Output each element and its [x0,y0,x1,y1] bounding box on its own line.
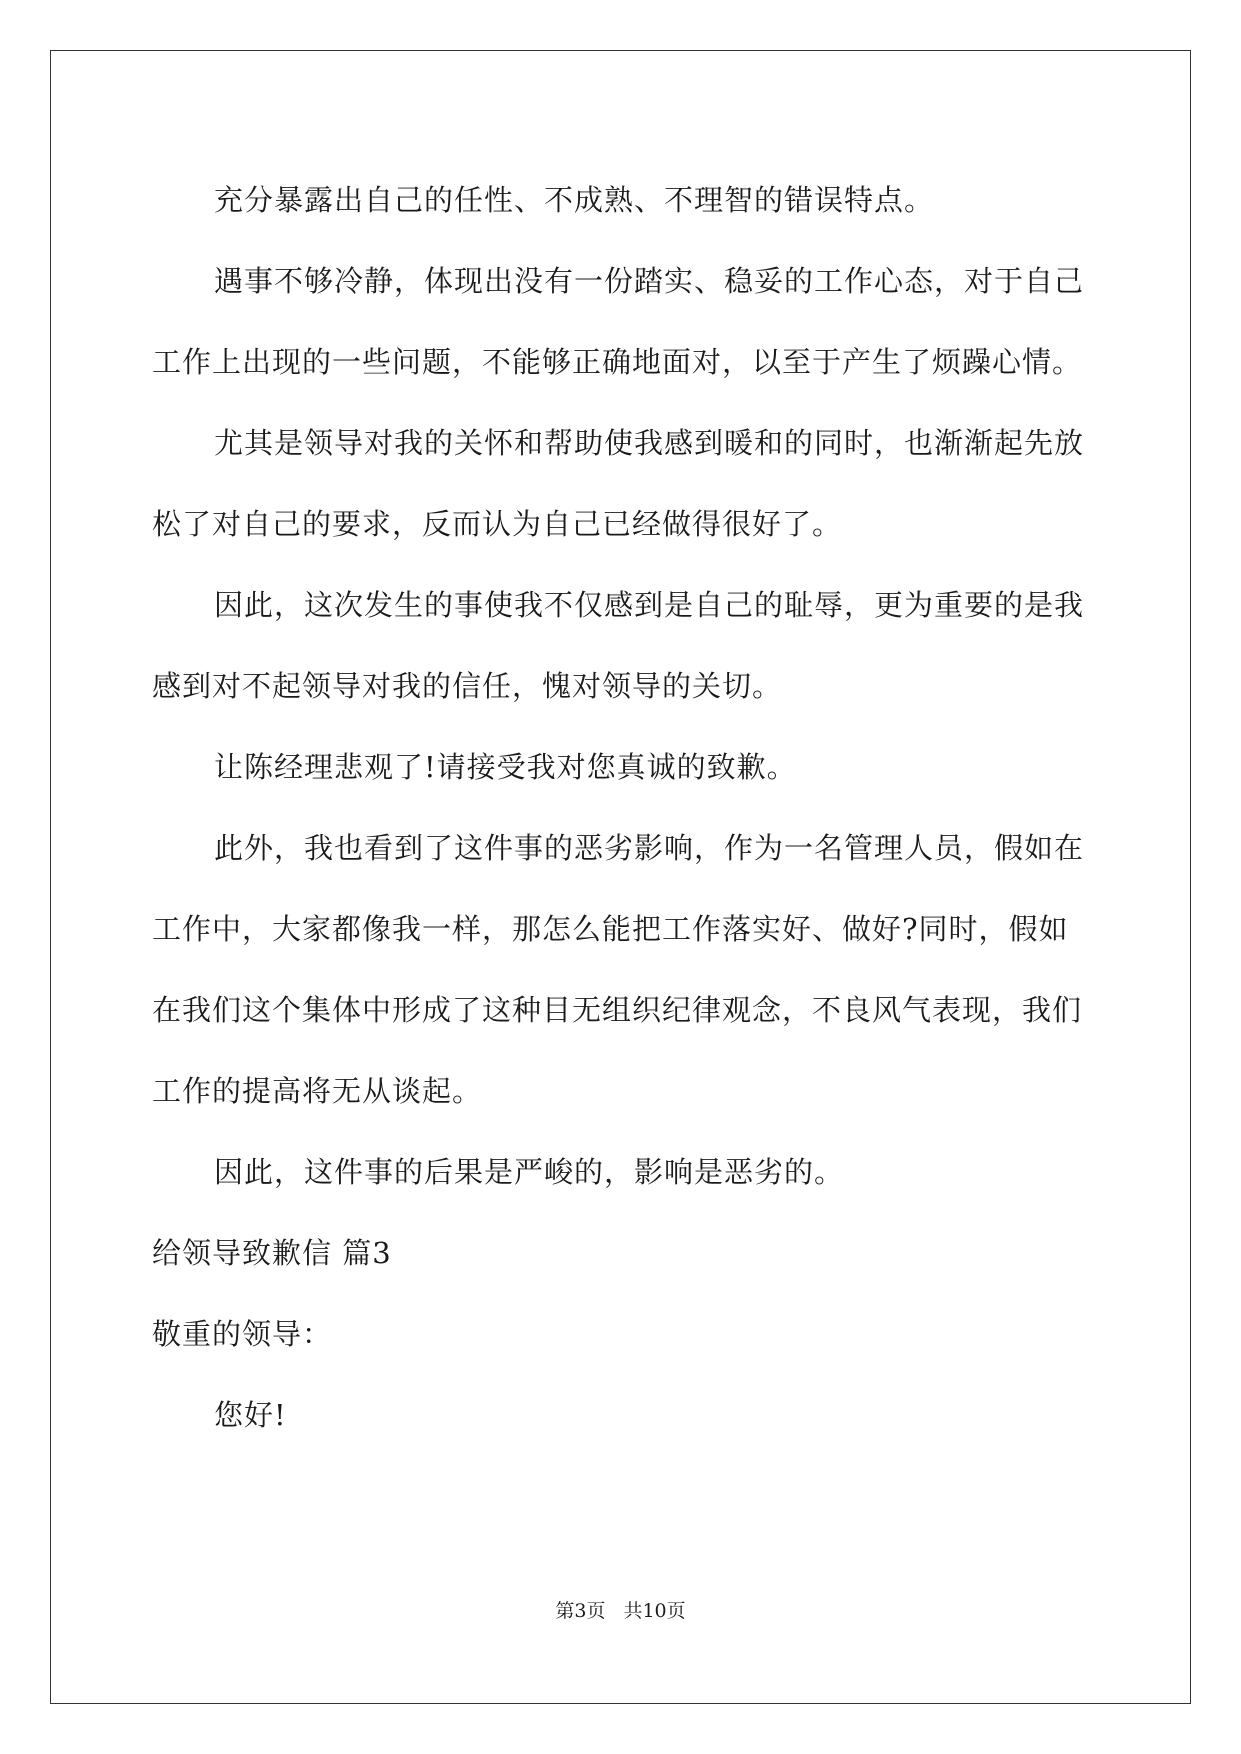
paragraph: 遇事不够冷静，体现出没有一份踏实、稳妥的工作心态，对于自己工作上出现的一些问题，不能够正确地面对，以至于产生了烦躁心情。 [152,264,1085,379]
paragraph: 此外，我也看到了这件事的恶劣影响，作为一名管理人员，假如在工作中，大家都像我一样，那怎么能把工作落实好、做好?同时，假如在我们这个集体中形成了这种目无组织纪律观念，不良风气表现，我们工作的提高将无从谈起。 [152,831,1085,1108]
page-total: 共10页 [623,1600,686,1622]
section-heading: 给领导致歉信 篇3 [152,1236,392,1270]
salutation: 敬重的领导： [152,1317,333,1351]
paragraph: 尤其是领导对我的关怀和帮助使我感到暖和的同时，也渐渐起先放松了对自己的要求，反而认为自己已经做得很好了。 [152,426,1085,541]
paragraph: 因此，这件事的后果是严峻的，影响是恶劣的。 [214,1155,845,1189]
greeting: 您好! [214,1398,287,1432]
paragraph: 充分暴露出自己的任性、不成熟、不理智的错误特点。 [214,183,935,217]
page-number: 第3页 [555,1600,606,1622]
page-footer [0,1596,1241,1623]
paragraph: 因此，这次发生的事使我不仅感到是自己的耻辱，更为重要的是我感到对不起领导对我的信任，愧对领导的关切。 [152,588,1085,703]
paragraph: 让陈经理悲观了!请接受我对您真诚的致歉。 [214,750,797,784]
document-body [152,160,1092,1456]
